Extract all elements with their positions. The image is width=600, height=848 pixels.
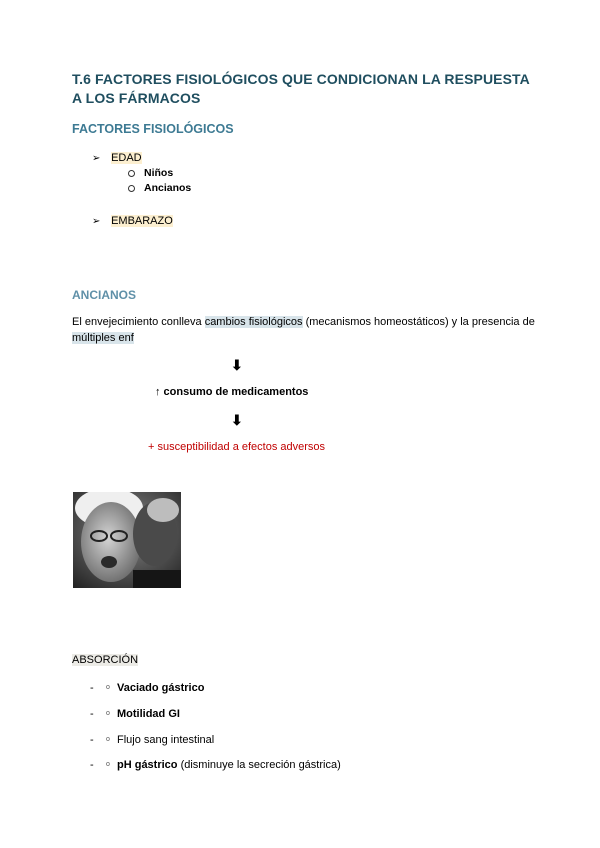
consumo-text: ↑ consumo de medicamentos — [155, 386, 309, 398]
small-circle-bullet-icon: o — [106, 710, 110, 717]
list-item-label: EDAD — [111, 152, 142, 164]
list-item-label: EMBARAZO — [111, 215, 173, 227]
down-arrow-icon: ⬇ — [231, 412, 243, 428]
susceptibilidad-text: + susceptibilidad a efectos adversos — [148, 441, 326, 453]
down-arrow-icon: ⬇ — [231, 357, 243, 373]
small-circle-bullet-icon: o — [106, 736, 110, 743]
sub-item-ninos: Niños — [128, 167, 173, 179]
circle-bullet-icon — [128, 185, 135, 192]
list-item-edad — [92, 152, 142, 164]
small-circle-bullet-icon: o — [106, 684, 110, 691]
list-item: - o Vaciado gástrico — [90, 682, 205, 694]
circle-bullet-icon — [128, 170, 135, 177]
sub-item-ancianos: Ancianos — [128, 182, 191, 194]
elderly-couple-photo — [73, 492, 181, 588]
small-circle-bullet-icon: o — [106, 761, 110, 768]
paragraph-envejecimiento: El envejecimiento conlleva cambios fisiológicos (mecanismos homeostáticos) y la presencia de múltiples enf — [72, 316, 535, 344]
list-item: - o Flujo sang intestinal — [90, 734, 215, 746]
section-heading-ancianos: ANCIANOS — [72, 288, 137, 302]
list-item: - o pH gástrico (disminuye la secreción gástrica) — [90, 759, 341, 771]
section-heading-factores: FACTORES FISIOLÓGICOS — [72, 122, 234, 136]
list-item-embarazo — [92, 215, 173, 227]
list-item: - o Motilidad GI — [90, 708, 180, 720]
section-heading-absorcion: ABSORCIÓN — [72, 654, 139, 666]
arrow-bullet-icon: ➢ — [92, 216, 101, 227]
page-title: T.6 FACTORES FISIOLÓGICOS QUE CONDICIONAN LA RESPUESTA A LOS FÁRMACOS — [72, 71, 530, 106]
arrow-bullet-icon: ➢ — [92, 153, 101, 164]
